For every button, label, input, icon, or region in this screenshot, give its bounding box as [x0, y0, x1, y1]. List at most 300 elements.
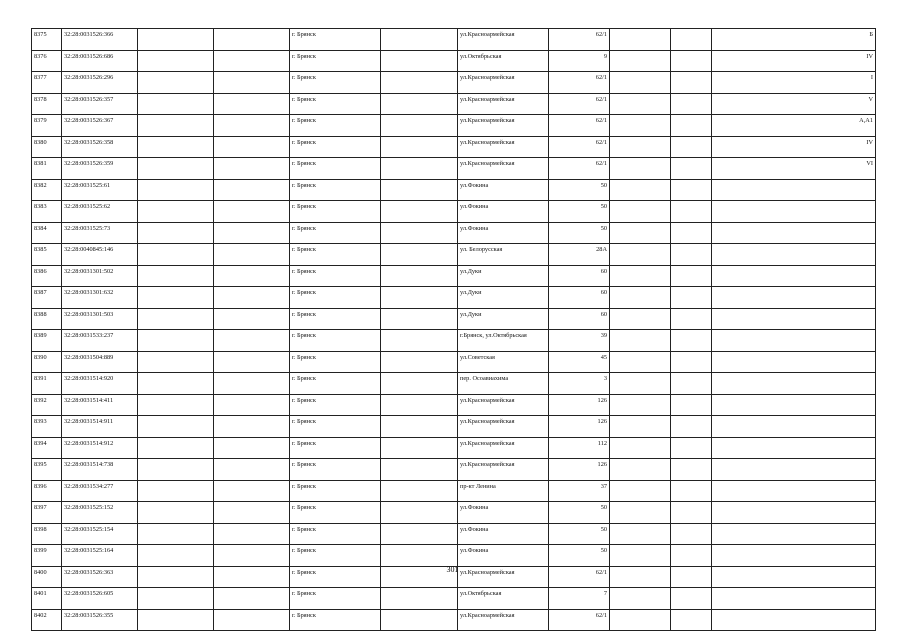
- empty-cell: [138, 416, 214, 438]
- empty-cell: [138, 72, 214, 94]
- city-cell: г. Брянск: [290, 330, 381, 352]
- city-cell: г. Брянск: [290, 588, 381, 610]
- empty-cell: [381, 545, 458, 567]
- record-number-cell: 8395: [32, 459, 62, 481]
- empty-cell: [610, 308, 671, 330]
- record-number-cell: 8400: [32, 566, 62, 588]
- street-cell: ул.Дуки: [458, 308, 549, 330]
- house-number-cell: 62/1: [549, 566, 610, 588]
- empty-cell: [610, 158, 671, 180]
- building-designation-cell: IV: [712, 136, 876, 158]
- table-row: [32, 179, 876, 201]
- table-row: [32, 373, 876, 395]
- house-number-cell: 50: [549, 222, 610, 244]
- empty-cell: [610, 416, 671, 438]
- street-cell: ул.Советская: [458, 351, 549, 373]
- house-number-cell: 62/1: [549, 158, 610, 180]
- empty-cell: [671, 588, 712, 610]
- building-designation-cell: А,А1: [712, 115, 876, 137]
- house-number-cell: 9: [549, 50, 610, 72]
- table-row: [32, 502, 876, 524]
- street-cell: ул. Белорусская: [458, 244, 549, 266]
- empty-cell: [381, 72, 458, 94]
- empty-cell: [671, 50, 712, 72]
- empty-cell: [214, 609, 290, 631]
- empty-cell: [610, 136, 671, 158]
- table-row: [32, 437, 876, 459]
- building-designation-cell: [712, 437, 876, 459]
- street-cell: пер. Осоавиахима: [458, 373, 549, 395]
- empty-cell: [381, 459, 458, 481]
- building-designation-cell: [712, 222, 876, 244]
- street-cell: ул.Дуки: [458, 265, 549, 287]
- empty-cell: [671, 265, 712, 287]
- cadastral-number-cell: 32:28:0040845:146: [62, 244, 138, 266]
- city-cell: г. Брянск: [290, 201, 381, 223]
- empty-cell: [671, 136, 712, 158]
- empty-cell: [671, 394, 712, 416]
- empty-cell: [671, 287, 712, 309]
- house-number-cell: 62/1: [549, 93, 610, 115]
- table-row: [32, 308, 876, 330]
- empty-cell: [671, 308, 712, 330]
- house-number-cell: 45: [549, 351, 610, 373]
- cadastral-number-cell: 32:28:0031301:632: [62, 287, 138, 309]
- empty-cell: [610, 523, 671, 545]
- empty-cell: [610, 394, 671, 416]
- record-number-cell: 8399: [32, 545, 62, 567]
- table-row: [32, 416, 876, 438]
- street-cell: ул.Красноармейская: [458, 93, 549, 115]
- record-number-cell: 8382: [32, 179, 62, 201]
- empty-cell: [610, 588, 671, 610]
- street-cell: ул.Красноармейская: [458, 136, 549, 158]
- empty-cell: [138, 29, 214, 51]
- street-cell: ул.Красноармейская: [458, 566, 549, 588]
- empty-cell: [214, 158, 290, 180]
- empty-cell: [138, 93, 214, 115]
- building-designation-cell: [712, 523, 876, 545]
- empty-cell: [671, 523, 712, 545]
- empty-cell: [671, 158, 712, 180]
- empty-cell: [381, 502, 458, 524]
- house-number-cell: 39: [549, 330, 610, 352]
- city-cell: г. Брянск: [290, 459, 381, 481]
- building-designation-cell: [712, 244, 876, 266]
- cadastral-number-cell: 32:28:0031301:503: [62, 308, 138, 330]
- street-cell: ул.Октябрьская: [458, 588, 549, 610]
- cadastral-number-cell: 32:28:0031526:686: [62, 50, 138, 72]
- cadastral-number-cell: 32:28:0031526:296: [62, 72, 138, 94]
- table-row: [32, 394, 876, 416]
- house-number-cell: 50: [549, 502, 610, 524]
- empty-cell: [214, 523, 290, 545]
- empty-cell: [381, 308, 458, 330]
- city-cell: г. Брянск: [290, 545, 381, 567]
- building-designation-cell: [712, 287, 876, 309]
- building-designation-cell: I: [712, 72, 876, 94]
- empty-cell: [138, 222, 214, 244]
- empty-cell: [671, 201, 712, 223]
- page-number: 301: [446, 565, 459, 574]
- empty-cell: [138, 394, 214, 416]
- empty-cell: [381, 179, 458, 201]
- street-cell: ул.Красноармейская: [458, 115, 549, 137]
- empty-cell: [610, 265, 671, 287]
- record-number-cell: 8381: [32, 158, 62, 180]
- building-designation-cell: [712, 502, 876, 524]
- table-row: [32, 351, 876, 373]
- house-number-cell: 60: [549, 287, 610, 309]
- empty-cell: [610, 502, 671, 524]
- empty-cell: [214, 437, 290, 459]
- empty-cell: [214, 265, 290, 287]
- record-number-cell: 8380: [32, 136, 62, 158]
- empty-cell: [214, 93, 290, 115]
- empty-cell: [610, 115, 671, 137]
- table-row: [32, 93, 876, 115]
- table-row: [32, 222, 876, 244]
- house-number-cell: 112: [549, 437, 610, 459]
- empty-cell: [381, 373, 458, 395]
- building-designation-cell: [712, 480, 876, 502]
- empty-cell: [381, 244, 458, 266]
- city-cell: г. Брянск: [290, 136, 381, 158]
- cadastral-number-cell: 32:28:0031526:363: [62, 566, 138, 588]
- empty-cell: [381, 351, 458, 373]
- record-number-cell: 8377: [32, 72, 62, 94]
- empty-cell: [381, 265, 458, 287]
- cadastral-number-cell: 32:28:0031526:366: [62, 29, 138, 51]
- house-number-cell: 126: [549, 459, 610, 481]
- street-cell: ул.Красноармейская: [458, 609, 549, 631]
- record-number-cell: 8376: [32, 50, 62, 72]
- house-number-cell: 3: [549, 373, 610, 395]
- building-designation-cell: [712, 201, 876, 223]
- empty-cell: [381, 416, 458, 438]
- empty-cell: [381, 201, 458, 223]
- record-number-cell: 8401: [32, 588, 62, 610]
- empty-cell: [381, 588, 458, 610]
- empty-cell: [138, 330, 214, 352]
- cadastral-number-cell: 32:28:0031533:237: [62, 330, 138, 352]
- empty-cell: [381, 394, 458, 416]
- table-row: [32, 609, 876, 631]
- cadastral-number-cell: 32:28:0031525:164: [62, 545, 138, 567]
- city-cell: г. Брянск: [290, 609, 381, 631]
- street-cell: ул.Красноармейская: [458, 72, 549, 94]
- cadastral-number-cell: 32:28:0031504:889: [62, 351, 138, 373]
- record-number-cell: 8386: [32, 265, 62, 287]
- empty-cell: [610, 480, 671, 502]
- city-cell: г. Брянск: [290, 351, 381, 373]
- empty-cell: [610, 437, 671, 459]
- empty-cell: [671, 222, 712, 244]
- city-cell: г. Брянск: [290, 308, 381, 330]
- record-number-cell: 8384: [32, 222, 62, 244]
- empty-cell: [138, 50, 214, 72]
- empty-cell: [214, 416, 290, 438]
- city-cell: г. Брянск: [290, 480, 381, 502]
- table-row: [32, 480, 876, 502]
- empty-cell: [138, 244, 214, 266]
- record-number-cell: 8375: [32, 29, 62, 51]
- cadastral-number-cell: 32:28:0031526:355: [62, 609, 138, 631]
- empty-cell: [138, 459, 214, 481]
- building-designation-cell: V: [712, 93, 876, 115]
- empty-cell: [138, 158, 214, 180]
- cadastral-number-cell: 32:28:0031514:911: [62, 416, 138, 438]
- house-number-cell: 60: [549, 265, 610, 287]
- table-row: [32, 244, 876, 266]
- record-number-cell: 8396: [32, 480, 62, 502]
- empty-cell: [138, 480, 214, 502]
- building-designation-cell: [712, 459, 876, 481]
- street-cell: ул.Красноармейская: [458, 29, 549, 51]
- empty-cell: [138, 351, 214, 373]
- city-cell: г. Брянск: [290, 93, 381, 115]
- house-number-cell: 62/1: [549, 29, 610, 51]
- cadastral-number-cell: 32:28:0031514:411: [62, 394, 138, 416]
- street-cell: ул.Дуки: [458, 287, 549, 309]
- empty-cell: [214, 502, 290, 524]
- empty-cell: [610, 93, 671, 115]
- record-number-cell: 8390: [32, 351, 62, 373]
- empty-cell: [138, 609, 214, 631]
- empty-cell: [214, 115, 290, 137]
- empty-cell: [214, 459, 290, 481]
- empty-cell: [214, 29, 290, 51]
- building-designation-cell: [712, 330, 876, 352]
- house-number-cell: 60: [549, 308, 610, 330]
- empty-cell: [671, 480, 712, 502]
- empty-cell: [610, 545, 671, 567]
- table-row: [32, 115, 876, 137]
- record-number-cell: 8402: [32, 609, 62, 631]
- cadastral-number-cell: 32:28:0031525:73: [62, 222, 138, 244]
- empty-cell: [214, 545, 290, 567]
- city-cell: г. Брянск: [290, 416, 381, 438]
- empty-cell: [214, 351, 290, 373]
- record-number-cell: 8391: [32, 373, 62, 395]
- empty-cell: [214, 588, 290, 610]
- house-number-cell: 62/1: [549, 609, 610, 631]
- empty-cell: [138, 308, 214, 330]
- record-number-cell: 8385: [32, 244, 62, 266]
- empty-cell: [381, 480, 458, 502]
- city-cell: г. Брянск: [290, 437, 381, 459]
- street-cell: ул.Фокина: [458, 523, 549, 545]
- cadastral-number-cell: 32:28:0031526:367: [62, 115, 138, 137]
- table-row: [32, 459, 876, 481]
- empty-cell: [381, 437, 458, 459]
- house-number-cell: 50: [549, 179, 610, 201]
- empty-cell: [381, 330, 458, 352]
- city-cell: г. Брянск: [290, 179, 381, 201]
- empty-cell: [214, 179, 290, 201]
- street-cell: ул.Красноармейская: [458, 416, 549, 438]
- table-row: [32, 287, 876, 309]
- table-row: [32, 29, 876, 51]
- street-cell: ул.Красноармейская: [458, 437, 549, 459]
- building-designation-cell: [712, 265, 876, 287]
- house-number-cell: 62/1: [549, 115, 610, 137]
- empty-cell: [138, 373, 214, 395]
- empty-cell: [381, 158, 458, 180]
- empty-cell: [138, 588, 214, 610]
- cadastral-number-cell: 32:28:0031514:738: [62, 459, 138, 481]
- street-cell: ул.Красноармейская: [458, 459, 549, 481]
- empty-cell: [381, 609, 458, 631]
- street-cell: ул.Фокина: [458, 179, 549, 201]
- city-cell: г. Брянск: [290, 287, 381, 309]
- cadastral-number-cell: 32:28:0031525:62: [62, 201, 138, 223]
- house-number-cell: 7: [549, 588, 610, 610]
- record-number-cell: 8389: [32, 330, 62, 352]
- cadastral-number-cell: 32:28:0031301:502: [62, 265, 138, 287]
- empty-cell: [610, 179, 671, 201]
- empty-cell: [138, 265, 214, 287]
- city-cell: г. Брянск: [290, 222, 381, 244]
- empty-cell: [138, 545, 214, 567]
- cadastral-number-cell: 32:28:0031534:277: [62, 480, 138, 502]
- cadastral-number-cell: 32:28:0031525:61: [62, 179, 138, 201]
- city-cell: г. Брянск: [290, 502, 381, 524]
- building-designation-cell: [712, 351, 876, 373]
- empty-cell: [381, 93, 458, 115]
- building-designation-cell: IV: [712, 50, 876, 72]
- empty-cell: [671, 179, 712, 201]
- building-designation-cell: VI: [712, 158, 876, 180]
- empty-cell: [671, 373, 712, 395]
- empty-cell: [610, 459, 671, 481]
- empty-cell: [671, 609, 712, 631]
- house-number-cell: 28А: [549, 244, 610, 266]
- cadastral-number-cell: 32:28:0031525:152: [62, 502, 138, 524]
- empty-cell: [214, 136, 290, 158]
- empty-cell: [671, 416, 712, 438]
- empty-cell: [671, 351, 712, 373]
- empty-cell: [138, 437, 214, 459]
- table-row: [32, 158, 876, 180]
- empty-cell: [610, 72, 671, 94]
- empty-cell: [610, 222, 671, 244]
- street-cell: ул.Фокина: [458, 545, 549, 567]
- city-cell: г. Брянск: [290, 72, 381, 94]
- building-designation-cell: [712, 373, 876, 395]
- cadastral-number-cell: 32:28:0031526:358: [62, 136, 138, 158]
- street-cell: пр-кт Ленина: [458, 480, 549, 502]
- city-cell: г. Брянск: [290, 115, 381, 137]
- empty-cell: [610, 330, 671, 352]
- empty-cell: [214, 287, 290, 309]
- street-cell: ул.Фокина: [458, 502, 549, 524]
- empty-cell: [610, 201, 671, 223]
- empty-cell: [214, 201, 290, 223]
- empty-cell: [138, 502, 214, 524]
- empty-cell: [381, 136, 458, 158]
- building-designation-cell: Б: [712, 29, 876, 51]
- building-designation-cell: [712, 545, 876, 567]
- building-designation-cell: [712, 609, 876, 631]
- empty-cell: [214, 222, 290, 244]
- house-number-cell: 62/1: [549, 136, 610, 158]
- record-number-cell: 8387: [32, 287, 62, 309]
- city-cell: г. Брянск: [290, 373, 381, 395]
- record-number-cell: 8397: [32, 502, 62, 524]
- empty-cell: [381, 222, 458, 244]
- empty-cell: [671, 330, 712, 352]
- empty-cell: [610, 287, 671, 309]
- building-designation-cell: [712, 308, 876, 330]
- empty-cell: [138, 287, 214, 309]
- record-number-cell: 8383: [32, 201, 62, 223]
- empty-cell: [214, 394, 290, 416]
- city-cell: г. Брянск: [290, 29, 381, 51]
- empty-cell: [214, 72, 290, 94]
- table-row: [32, 265, 876, 287]
- city-cell: г. Брянск: [290, 50, 381, 72]
- record-number-cell: 8398: [32, 523, 62, 545]
- property-registry-table: [31, 28, 876, 631]
- record-number-cell: 8378: [32, 93, 62, 115]
- record-number-cell: 8393: [32, 416, 62, 438]
- empty-cell: [671, 502, 712, 524]
- building-designation-cell: [712, 179, 876, 201]
- house-number-cell: 62/1: [549, 72, 610, 94]
- building-designation-cell: [712, 394, 876, 416]
- empty-cell: [610, 351, 671, 373]
- cadastral-number-cell: 32:28:0031526:605: [62, 588, 138, 610]
- empty-cell: [610, 609, 671, 631]
- building-designation-cell: [712, 416, 876, 438]
- empty-cell: [671, 29, 712, 51]
- house-number-cell: 126: [549, 416, 610, 438]
- cadastral-number-cell: 32:28:0031514:912: [62, 437, 138, 459]
- house-number-cell: 50: [549, 545, 610, 567]
- empty-cell: [214, 308, 290, 330]
- table-row: [32, 545, 876, 567]
- table-row: [32, 330, 876, 352]
- cadastral-number-cell: 32:28:0031525:154: [62, 523, 138, 545]
- table-row: [32, 50, 876, 72]
- cadastral-number-cell: 32:28:0031526:357: [62, 93, 138, 115]
- city-cell: г. Брянск: [290, 394, 381, 416]
- table-row: [32, 588, 876, 610]
- city-cell: г. Брянск: [290, 158, 381, 180]
- street-cell: г.Брянск, ул.Октябрьская: [458, 330, 549, 352]
- table-row: [32, 523, 876, 545]
- empty-cell: [214, 50, 290, 72]
- empty-cell: [671, 72, 712, 94]
- building-designation-cell: [712, 588, 876, 610]
- record-number-cell: 8379: [32, 115, 62, 137]
- record-number-cell: 8394: [32, 437, 62, 459]
- empty-cell: [381, 50, 458, 72]
- street-cell: ул.Красноармейская: [458, 394, 549, 416]
- house-number-cell: 50: [549, 523, 610, 545]
- record-number-cell: 8388: [32, 308, 62, 330]
- street-cell: ул.Октябрьская: [458, 50, 549, 72]
- street-cell: ул.Красноармейская: [458, 158, 549, 180]
- city-cell: г. Брянск: [290, 265, 381, 287]
- empty-cell: [610, 50, 671, 72]
- record-number-cell: 8392: [32, 394, 62, 416]
- city-cell: г. Брянск: [290, 523, 381, 545]
- table-row: [32, 72, 876, 94]
- cadastral-number-cell: 32:28:0031526:359: [62, 158, 138, 180]
- empty-cell: [671, 244, 712, 266]
